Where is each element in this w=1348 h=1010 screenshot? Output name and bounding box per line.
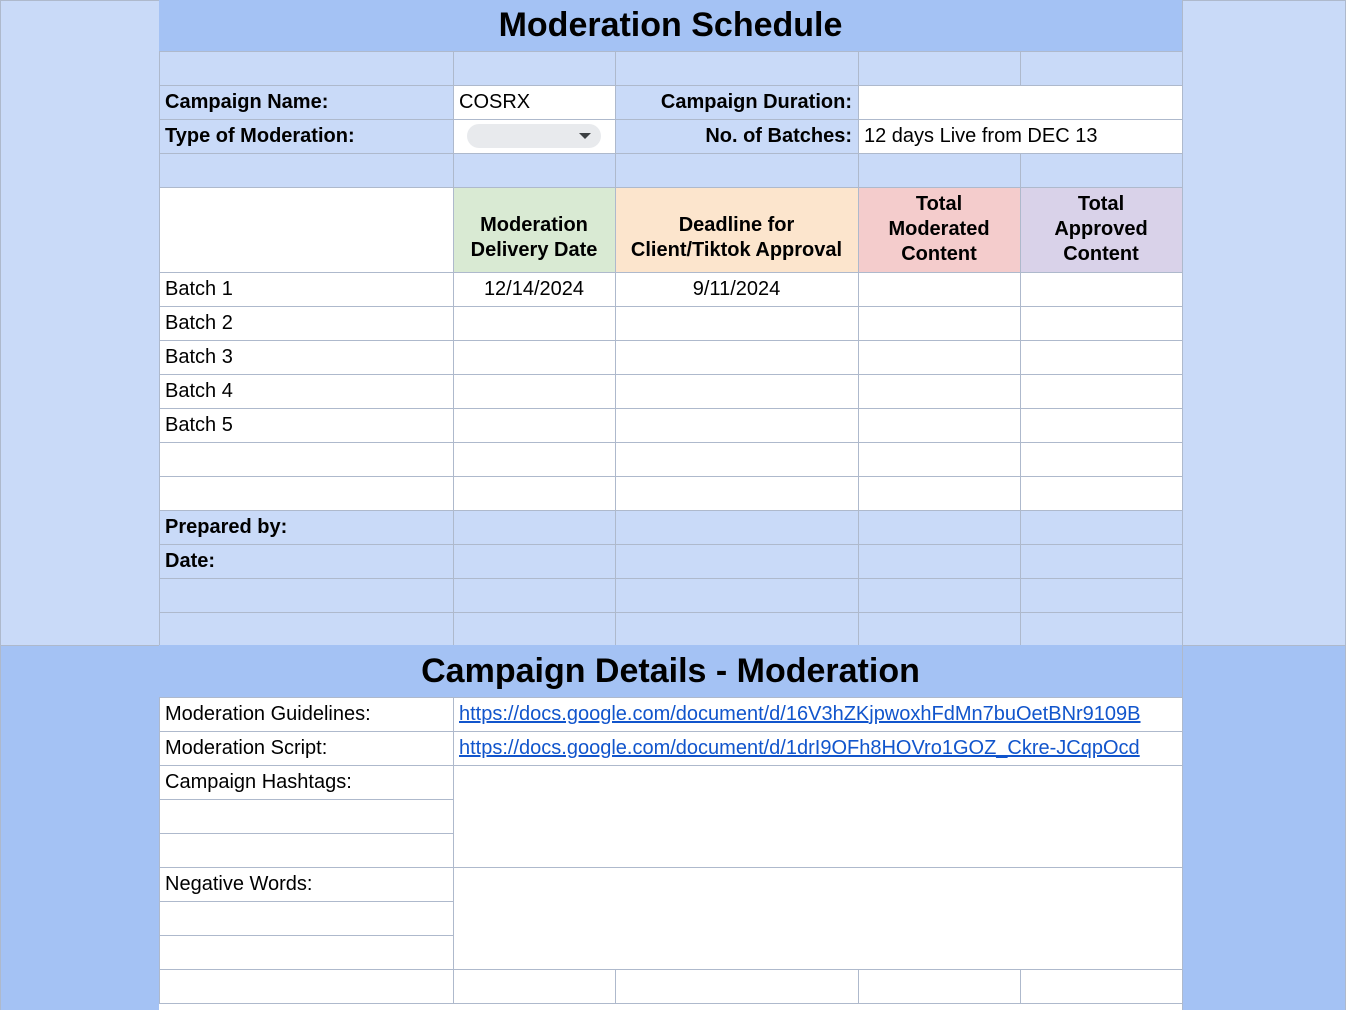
cell[interactable] bbox=[615, 510, 858, 544]
right-margin-column bbox=[1182, 645, 1345, 1010]
deadline-cell[interactable] bbox=[615, 306, 858, 340]
date-label: Date: bbox=[159, 544, 453, 578]
negative-words-label: Negative Words: bbox=[159, 867, 453, 901]
cell[interactable] bbox=[453, 969, 615, 1003]
cell[interactable] bbox=[159, 833, 453, 867]
deadline-cell[interactable] bbox=[615, 408, 858, 442]
cell[interactable] bbox=[615, 51, 858, 85]
cell[interactable] bbox=[159, 612, 453, 645]
cell[interactable] bbox=[858, 476, 1020, 510]
cell[interactable] bbox=[453, 476, 615, 510]
cell[interactable] bbox=[453, 578, 615, 612]
column-header-deadline: Deadline for Client/Tiktok Approval bbox=[615, 187, 858, 272]
moderation-type-cell bbox=[453, 119, 615, 153]
cell[interactable] bbox=[159, 901, 453, 935]
approved-cell[interactable] bbox=[1020, 408, 1182, 442]
guidelines-label: Moderation Guidelines: bbox=[159, 697, 453, 731]
cell[interactable] bbox=[858, 153, 1020, 187]
cell[interactable] bbox=[1020, 153, 1182, 187]
cell[interactable] bbox=[615, 969, 858, 1003]
left-margin-column bbox=[0, 645, 159, 1010]
cell[interactable] bbox=[159, 51, 453, 85]
cell[interactable] bbox=[1020, 510, 1182, 544]
cell[interactable] bbox=[858, 578, 1020, 612]
script-link[interactable]: https://docs.google.com/document/d/1drI9OFh8HOVro1GOZ_Ckre-JCqpOcd bbox=[459, 736, 1140, 759]
campaign-name-label: Campaign Name: bbox=[159, 85, 453, 119]
cell[interactable] bbox=[858, 969, 1020, 1003]
cell[interactable] bbox=[615, 153, 858, 187]
schedule-title: Moderation Schedule bbox=[159, 0, 1182, 51]
batches-input[interactable]: 12 days Live from DEC 13 bbox=[858, 119, 1182, 153]
script-label: Moderation Script: bbox=[159, 731, 453, 765]
delivery-date-cell[interactable] bbox=[453, 306, 615, 340]
delivery-date-cell[interactable] bbox=[453, 340, 615, 374]
cell[interactable] bbox=[1020, 969, 1182, 1003]
batch-label: Batch 3 bbox=[159, 340, 453, 374]
campaign-duration-label: Campaign Duration: bbox=[615, 85, 858, 119]
cell[interactable] bbox=[858, 442, 1020, 476]
negative-words-input[interactable] bbox=[453, 867, 1182, 969]
column-header-delivery-date: Moderation Delivery Date bbox=[453, 187, 615, 272]
approved-cell[interactable] bbox=[1020, 340, 1182, 374]
campaign-name-input[interactable]: COSRX bbox=[453, 85, 615, 119]
cell[interactable] bbox=[1020, 544, 1182, 578]
hashtags-input[interactable] bbox=[453, 765, 1182, 867]
cell[interactable] bbox=[615, 476, 858, 510]
bottom-edge bbox=[159, 1003, 1182, 1010]
left-margin-column bbox=[0, 0, 159, 645]
deadline-cell[interactable] bbox=[615, 340, 858, 374]
campaign-duration-input[interactable] bbox=[858, 85, 1182, 119]
cell[interactable] bbox=[615, 544, 858, 578]
column-header-total-approved: Total Approved Content bbox=[1020, 187, 1182, 272]
delivery-date-cell[interactable]: 12/14/2024 bbox=[453, 272, 615, 306]
cell[interactable] bbox=[159, 476, 453, 510]
cell[interactable] bbox=[453, 510, 615, 544]
cell[interactable] bbox=[1020, 51, 1182, 85]
batch-label: Batch 5 bbox=[159, 408, 453, 442]
cell[interactable] bbox=[615, 578, 858, 612]
cell[interactable] bbox=[1020, 578, 1182, 612]
cell[interactable] bbox=[159, 969, 453, 1003]
cell[interactable] bbox=[159, 578, 453, 612]
deadline-cell[interactable] bbox=[615, 374, 858, 408]
moderated-cell[interactable] bbox=[858, 340, 1020, 374]
cell[interactable] bbox=[453, 153, 615, 187]
moderation-type-dropdown[interactable] bbox=[467, 124, 601, 148]
cell[interactable] bbox=[858, 544, 1020, 578]
hashtags-label: Campaign Hashtags: bbox=[159, 765, 453, 799]
cell[interactable] bbox=[858, 510, 1020, 544]
cell[interactable] bbox=[159, 442, 453, 476]
batch-label: Batch 4 bbox=[159, 374, 453, 408]
cell[interactable] bbox=[1020, 612, 1182, 645]
column-header-total-moderated: Total Moderated Content bbox=[858, 187, 1020, 272]
cell[interactable] bbox=[615, 612, 858, 645]
batches-label: No. of Batches: bbox=[615, 119, 858, 153]
cell[interactable] bbox=[159, 935, 453, 969]
moderated-cell[interactable] bbox=[858, 408, 1020, 442]
cell[interactable] bbox=[159, 153, 453, 187]
guidelines-link[interactable]: https://docs.google.com/document/d/16V3hZKjpwoxhFdMn7buOetBNr9109B bbox=[459, 702, 1141, 725]
moderated-cell[interactable] bbox=[858, 374, 1020, 408]
right-margin-column bbox=[1182, 0, 1345, 645]
delivery-date-cell[interactable] bbox=[453, 374, 615, 408]
moderation-type-label: Type of Moderation: bbox=[159, 119, 453, 153]
delivery-date-cell[interactable] bbox=[453, 408, 615, 442]
cell[interactable] bbox=[615, 442, 858, 476]
moderated-cell[interactable] bbox=[858, 272, 1020, 306]
cell[interactable] bbox=[858, 51, 1020, 85]
cell[interactable] bbox=[159, 799, 453, 833]
moderated-cell[interactable] bbox=[858, 306, 1020, 340]
cell[interactable] bbox=[453, 544, 615, 578]
cell[interactable] bbox=[453, 51, 615, 85]
approved-cell[interactable] bbox=[1020, 272, 1182, 306]
batch-label: Batch 1 bbox=[159, 272, 453, 306]
cell[interactable] bbox=[1020, 442, 1182, 476]
cell[interactable] bbox=[453, 612, 615, 645]
approved-cell[interactable] bbox=[1020, 306, 1182, 340]
dropdown-arrow-icon bbox=[579, 133, 591, 139]
approved-cell[interactable] bbox=[1020, 374, 1182, 408]
script-link-cell bbox=[453, 731, 1182, 765]
cell[interactable] bbox=[1020, 476, 1182, 510]
cell[interactable] bbox=[453, 442, 615, 476]
guidelines-link-cell bbox=[453, 697, 1182, 731]
batch-label: Batch 2 bbox=[159, 306, 453, 340]
table-corner-cell[interactable] bbox=[159, 187, 453, 272]
prepared-by-label: Prepared by: bbox=[159, 510, 453, 544]
cell[interactable] bbox=[858, 612, 1020, 645]
details-title: Campaign Details - Moderation bbox=[159, 645, 1182, 697]
deadline-cell[interactable]: 9/11/2024 bbox=[615, 272, 858, 306]
